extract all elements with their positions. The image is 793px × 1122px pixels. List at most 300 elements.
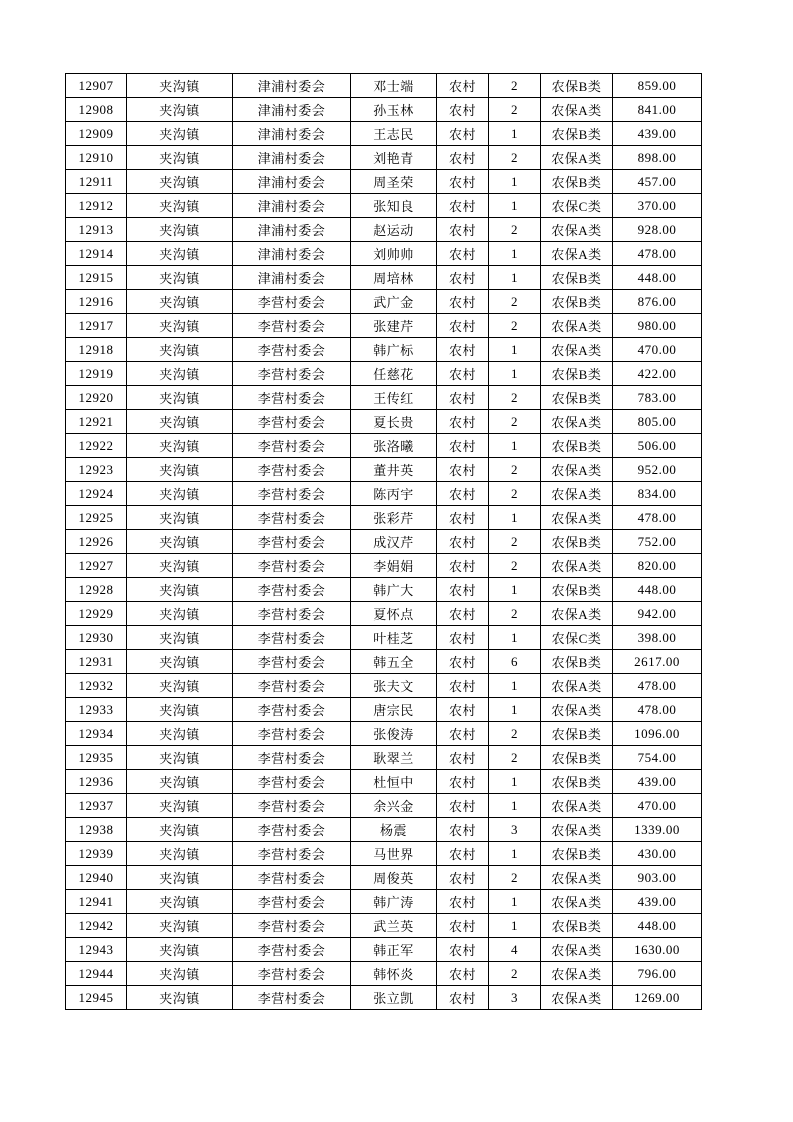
cell-town: 夹沟镇: [127, 506, 233, 530]
table-row: [66, 362, 702, 386]
cell-count: 2: [489, 218, 541, 242]
cell-type: 农村: [437, 170, 489, 194]
cell-town: 夹沟镇: [127, 674, 233, 698]
cell-type: 农村: [437, 410, 489, 434]
cell-name: 张彩芹: [351, 506, 437, 530]
cell-type: 农村: [437, 554, 489, 578]
cell-amount: 859.00: [613, 74, 702, 98]
cell-count: 2: [489, 482, 541, 506]
cell-amount: 448.00: [613, 266, 702, 290]
cell-id: 12935: [66, 746, 127, 770]
table-row: [66, 170, 702, 194]
cell-town: 夹沟镇: [127, 434, 233, 458]
cell-type: 农村: [437, 890, 489, 914]
cell-village: 津浦村委会: [233, 98, 351, 122]
cell-village: 李营村委会: [233, 386, 351, 410]
cell-amount: 439.00: [613, 770, 702, 794]
cell-id: 12937: [66, 794, 127, 818]
cell-id: 12926: [66, 530, 127, 554]
cell-count: 1: [489, 626, 541, 650]
cell-id: 12912: [66, 194, 127, 218]
cell-id: 12939: [66, 842, 127, 866]
cell-village: 津浦村委会: [233, 266, 351, 290]
cell-amount: 398.00: [613, 626, 702, 650]
table-row: [66, 962, 702, 986]
table-row: [66, 602, 702, 626]
cell-town: 夹沟镇: [127, 458, 233, 482]
cell-amount: 2617.00: [613, 650, 702, 674]
cell-town: 夹沟镇: [127, 242, 233, 266]
cell-type: 农村: [437, 74, 489, 98]
cell-count: 2: [489, 74, 541, 98]
table-row: [66, 698, 702, 722]
cell-amount: 439.00: [613, 890, 702, 914]
cell-name: 唐宗民: [351, 698, 437, 722]
cell-amount: 841.00: [613, 98, 702, 122]
cell-town: 夹沟镇: [127, 698, 233, 722]
cell-type: 农村: [437, 962, 489, 986]
cell-amount: 876.00: [613, 290, 702, 314]
table-row: [66, 506, 702, 530]
cell-town: 夹沟镇: [127, 746, 233, 770]
cell-name: 孙玉林: [351, 98, 437, 122]
cell-type: 农村: [437, 314, 489, 338]
cell-type: 农村: [437, 818, 489, 842]
cell-amount: 448.00: [613, 578, 702, 602]
cell-insurance: 农保A类: [541, 674, 613, 698]
cell-amount: 439.00: [613, 122, 702, 146]
cell-type: 农村: [437, 650, 489, 674]
cell-count: 1: [489, 242, 541, 266]
cell-id: 12932: [66, 674, 127, 698]
cell-town: 夹沟镇: [127, 338, 233, 362]
cell-count: 1: [489, 770, 541, 794]
cell-name: 成汉芹: [351, 530, 437, 554]
cell-name: 韩广涛: [351, 890, 437, 914]
table-row: [66, 530, 702, 554]
cell-name: 张知良: [351, 194, 437, 218]
cell-town: 夹沟镇: [127, 842, 233, 866]
cell-town: 夹沟镇: [127, 98, 233, 122]
cell-village: 李营村委会: [233, 578, 351, 602]
cell-name: 张洛曦: [351, 434, 437, 458]
table-row: [66, 410, 702, 434]
table-row: [66, 146, 702, 170]
cell-name: 王志民: [351, 122, 437, 146]
cell-name: 赵运动: [351, 218, 437, 242]
cell-amount: 1096.00: [613, 722, 702, 746]
cell-count: 2: [489, 602, 541, 626]
cell-count: 1: [489, 674, 541, 698]
cell-insurance: 农保A类: [541, 698, 613, 722]
cell-amount: 1339.00: [613, 818, 702, 842]
cell-insurance: 农保A类: [541, 554, 613, 578]
cell-count: 2: [489, 410, 541, 434]
cell-id: 12920: [66, 386, 127, 410]
cell-town: 夹沟镇: [127, 962, 233, 986]
cell-count: 2: [489, 386, 541, 410]
cell-insurance: 农保A类: [541, 938, 613, 962]
cell-village: 津浦村委会: [233, 146, 351, 170]
cell-id: 12936: [66, 770, 127, 794]
table-row: [66, 818, 702, 842]
cell-id: 12915: [66, 266, 127, 290]
cell-count: 2: [489, 314, 541, 338]
cell-count: 6: [489, 650, 541, 674]
cell-id: 12940: [66, 866, 127, 890]
cell-amount: 370.00: [613, 194, 702, 218]
cell-id: 12910: [66, 146, 127, 170]
cell-type: 农村: [437, 914, 489, 938]
cell-town: 夹沟镇: [127, 938, 233, 962]
cell-amount: 898.00: [613, 146, 702, 170]
cell-village: 李营村委会: [233, 482, 351, 506]
cell-type: 农村: [437, 986, 489, 1010]
cell-town: 夹沟镇: [127, 266, 233, 290]
cell-count: 1: [489, 578, 541, 602]
cell-insurance: 农保B类: [541, 266, 613, 290]
cell-village: 李营村委会: [233, 458, 351, 482]
table-row: [66, 242, 702, 266]
cell-insurance: 农保A类: [541, 986, 613, 1010]
cell-type: 农村: [437, 194, 489, 218]
table-row: [66, 722, 702, 746]
cell-id: 12909: [66, 122, 127, 146]
cell-village: 李营村委会: [233, 698, 351, 722]
cell-amount: 430.00: [613, 842, 702, 866]
cell-town: 夹沟镇: [127, 554, 233, 578]
table-row: [66, 314, 702, 338]
cell-village: 李营村委会: [233, 410, 351, 434]
cell-id: 12907: [66, 74, 127, 98]
cell-amount: 506.00: [613, 434, 702, 458]
cell-village: 李营村委会: [233, 746, 351, 770]
cell-type: 农村: [437, 338, 489, 362]
cell-village: 李营村委会: [233, 722, 351, 746]
cell-name: 叶桂芝: [351, 626, 437, 650]
cell-name: 武兰英: [351, 914, 437, 938]
cell-town: 夹沟镇: [127, 794, 233, 818]
cell-count: 1: [489, 266, 541, 290]
cell-town: 夹沟镇: [127, 650, 233, 674]
cell-town: 夹沟镇: [127, 818, 233, 842]
cell-amount: 470.00: [613, 338, 702, 362]
cell-village: 津浦村委会: [233, 242, 351, 266]
cell-town: 夹沟镇: [127, 602, 233, 626]
cell-amount: 470.00: [613, 794, 702, 818]
cell-amount: 478.00: [613, 674, 702, 698]
table-row: [66, 98, 702, 122]
table-row: [66, 482, 702, 506]
table-row: [66, 338, 702, 362]
cell-type: 农村: [437, 362, 489, 386]
cell-count: 2: [489, 866, 541, 890]
cell-amount: 834.00: [613, 482, 702, 506]
cell-count: 1: [489, 122, 541, 146]
cell-count: 1: [489, 194, 541, 218]
cell-village: 津浦村委会: [233, 122, 351, 146]
cell-count: 1: [489, 698, 541, 722]
cell-id: 12925: [66, 506, 127, 530]
cell-village: 津浦村委会: [233, 74, 351, 98]
cell-id: 12922: [66, 434, 127, 458]
cell-insurance: 农保A类: [541, 458, 613, 482]
cell-type: 农村: [437, 866, 489, 890]
cell-id: 12911: [66, 170, 127, 194]
table-row: [66, 626, 702, 650]
cell-amount: 903.00: [613, 866, 702, 890]
cell-name: 耿翠兰: [351, 746, 437, 770]
cell-count: 1: [489, 170, 541, 194]
cell-id: 12944: [66, 962, 127, 986]
cell-village: 李营村委会: [233, 602, 351, 626]
cell-id: 12941: [66, 890, 127, 914]
cell-type: 农村: [437, 938, 489, 962]
cell-town: 夹沟镇: [127, 314, 233, 338]
cell-village: 李营村委会: [233, 842, 351, 866]
cell-count: 1: [489, 842, 541, 866]
cell-type: 农村: [437, 98, 489, 122]
cell-id: 12908: [66, 98, 127, 122]
table-row: [66, 914, 702, 938]
cell-type: 农村: [437, 674, 489, 698]
cell-town: 夹沟镇: [127, 770, 233, 794]
cell-type: 农村: [437, 794, 489, 818]
cell-insurance: 农保A类: [541, 338, 613, 362]
cell-id: 12927: [66, 554, 127, 578]
cell-id: 12933: [66, 698, 127, 722]
cell-type: 农村: [437, 722, 489, 746]
cell-name: 陈丙宇: [351, 482, 437, 506]
cell-type: 农村: [437, 842, 489, 866]
cell-id: 12929: [66, 602, 127, 626]
cell-type: 农村: [437, 218, 489, 242]
cell-id: 12918: [66, 338, 127, 362]
cell-village: 李营村委会: [233, 530, 351, 554]
cell-count: 2: [489, 458, 541, 482]
cell-village: 李营村委会: [233, 986, 351, 1010]
cell-name: 韩五全: [351, 650, 437, 674]
cell-name: 张立凯: [351, 986, 437, 1010]
cell-insurance: 农保A类: [541, 962, 613, 986]
cell-insurance: 农保B类: [541, 914, 613, 938]
cell-amount: 820.00: [613, 554, 702, 578]
cell-count: 1: [489, 434, 541, 458]
cell-insurance: 农保A类: [541, 410, 613, 434]
cell-type: 农村: [437, 578, 489, 602]
cell-id: 12943: [66, 938, 127, 962]
cell-insurance: 农保B类: [541, 386, 613, 410]
cell-name: 周圣荣: [351, 170, 437, 194]
cell-insurance: 农保B类: [541, 578, 613, 602]
cell-insurance: 农保A类: [541, 146, 613, 170]
cell-type: 农村: [437, 122, 489, 146]
cell-count: 1: [489, 794, 541, 818]
table-row: [66, 890, 702, 914]
table-row: [66, 266, 702, 290]
cell-insurance: 农保B类: [541, 722, 613, 746]
cell-village: 李营村委会: [233, 866, 351, 890]
cell-amount: 980.00: [613, 314, 702, 338]
cell-count: 1: [489, 338, 541, 362]
table-row: [66, 434, 702, 458]
cell-amount: 478.00: [613, 242, 702, 266]
cell-village: 李营村委会: [233, 626, 351, 650]
cell-insurance: 农保B类: [541, 650, 613, 674]
cell-name: 董井英: [351, 458, 437, 482]
cell-amount: 952.00: [613, 458, 702, 482]
cell-village: 李营村委会: [233, 890, 351, 914]
cell-village: 津浦村委会: [233, 170, 351, 194]
table-row: [66, 770, 702, 794]
table-row: [66, 794, 702, 818]
table-row: [66, 122, 702, 146]
cell-insurance: 农保A类: [541, 506, 613, 530]
cell-insurance: 农保A类: [541, 890, 613, 914]
cell-insurance: 农保B类: [541, 362, 613, 386]
table-row: [66, 290, 702, 314]
table-row: [66, 194, 702, 218]
cell-insurance: 农保C类: [541, 626, 613, 650]
cell-id: 12945: [66, 986, 127, 1010]
cell-id: 12916: [66, 290, 127, 314]
cell-amount: 805.00: [613, 410, 702, 434]
cell-count: 2: [489, 290, 541, 314]
cell-count: 2: [489, 554, 541, 578]
cell-count: 3: [489, 986, 541, 1010]
cell-insurance: 农保B类: [541, 434, 613, 458]
cell-insurance: 农保A类: [541, 242, 613, 266]
cell-village: 李营村委会: [233, 290, 351, 314]
cell-id: 12942: [66, 914, 127, 938]
cell-insurance: 农保B类: [541, 290, 613, 314]
cell-insurance: 农保B类: [541, 122, 613, 146]
cell-name: 邓士端: [351, 74, 437, 98]
cell-village: 李营村委会: [233, 650, 351, 674]
cell-count: 1: [489, 362, 541, 386]
table-row: [66, 674, 702, 698]
cell-name: 韩广标: [351, 338, 437, 362]
cell-insurance: 农保A类: [541, 866, 613, 890]
cell-name: 夏怀点: [351, 602, 437, 626]
cell-town: 夹沟镇: [127, 890, 233, 914]
table-row: [66, 578, 702, 602]
cell-type: 农村: [437, 530, 489, 554]
cell-name: 韩正军: [351, 938, 437, 962]
cell-name: 夏长贵: [351, 410, 437, 434]
cell-id: 12938: [66, 818, 127, 842]
cell-name: 刘艳青: [351, 146, 437, 170]
table-row: [66, 218, 702, 242]
cell-town: 夹沟镇: [127, 74, 233, 98]
cell-amount: 754.00: [613, 746, 702, 770]
cell-count: 2: [489, 722, 541, 746]
cell-count: 2: [489, 146, 541, 170]
table-row: [66, 650, 702, 674]
cell-name: 张俊涛: [351, 722, 437, 746]
cell-town: 夹沟镇: [127, 626, 233, 650]
cell-insurance: 农保B类: [541, 770, 613, 794]
cell-name: 王传红: [351, 386, 437, 410]
table-row: [66, 386, 702, 410]
cell-type: 农村: [437, 746, 489, 770]
cell-amount: 478.00: [613, 698, 702, 722]
table-row: [66, 554, 702, 578]
cell-village: 李营村委会: [233, 914, 351, 938]
cell-id: 12914: [66, 242, 127, 266]
cell-name: 李娟娟: [351, 554, 437, 578]
cell-name: 马世界: [351, 842, 437, 866]
cell-amount: 942.00: [613, 602, 702, 626]
cell-town: 夹沟镇: [127, 914, 233, 938]
cell-insurance: 农保B类: [541, 170, 613, 194]
cell-name: 张建芹: [351, 314, 437, 338]
cell-name: 韩广大: [351, 578, 437, 602]
cell-town: 夹沟镇: [127, 410, 233, 434]
cell-type: 农村: [437, 602, 489, 626]
cell-insurance: 农保C类: [541, 194, 613, 218]
cell-amount: 448.00: [613, 914, 702, 938]
cell-insurance: 农保B类: [541, 842, 613, 866]
cell-town: 夹沟镇: [127, 290, 233, 314]
cell-village: 李营村委会: [233, 554, 351, 578]
cell-name: 武广金: [351, 290, 437, 314]
cell-name: 杜恒中: [351, 770, 437, 794]
cell-type: 农村: [437, 458, 489, 482]
cell-town: 夹沟镇: [127, 482, 233, 506]
cell-id: 12919: [66, 362, 127, 386]
cell-village: 李营村委会: [233, 506, 351, 530]
cell-id: 12923: [66, 458, 127, 482]
cell-amount: 478.00: [613, 506, 702, 530]
cell-name: 刘帅帅: [351, 242, 437, 266]
cell-type: 农村: [437, 506, 489, 530]
cell-id: 12924: [66, 482, 127, 506]
cell-id: 12913: [66, 218, 127, 242]
cell-count: 2: [489, 98, 541, 122]
cell-id: 12934: [66, 722, 127, 746]
cell-insurance: 农保B类: [541, 530, 613, 554]
cell-count: 1: [489, 506, 541, 530]
table-row: [66, 842, 702, 866]
cell-type: 农村: [437, 242, 489, 266]
cell-insurance: 农保A类: [541, 314, 613, 338]
cell-village: 李营村委会: [233, 938, 351, 962]
cell-village: 李营村委会: [233, 338, 351, 362]
table-row: [66, 866, 702, 890]
cell-id: 12921: [66, 410, 127, 434]
cell-village: 李营村委会: [233, 770, 351, 794]
cell-insurance: 农保A类: [541, 818, 613, 842]
cell-name: 任慈花: [351, 362, 437, 386]
cell-village: 李营村委会: [233, 362, 351, 386]
cell-name: 周俊英: [351, 866, 437, 890]
cell-insurance: 农保A类: [541, 218, 613, 242]
cell-name: 杨震: [351, 818, 437, 842]
cell-village: 李营村委会: [233, 962, 351, 986]
cell-id: 12917: [66, 314, 127, 338]
table-row: [66, 74, 702, 98]
cell-insurance: 农保B类: [541, 74, 613, 98]
table-row: [66, 746, 702, 770]
cell-type: 农村: [437, 482, 489, 506]
cell-village: 李营村委会: [233, 674, 351, 698]
cell-name: 周培林: [351, 266, 437, 290]
cell-amount: 928.00: [613, 218, 702, 242]
cell-type: 农村: [437, 266, 489, 290]
cell-town: 夹沟镇: [127, 170, 233, 194]
cell-type: 农村: [437, 626, 489, 650]
